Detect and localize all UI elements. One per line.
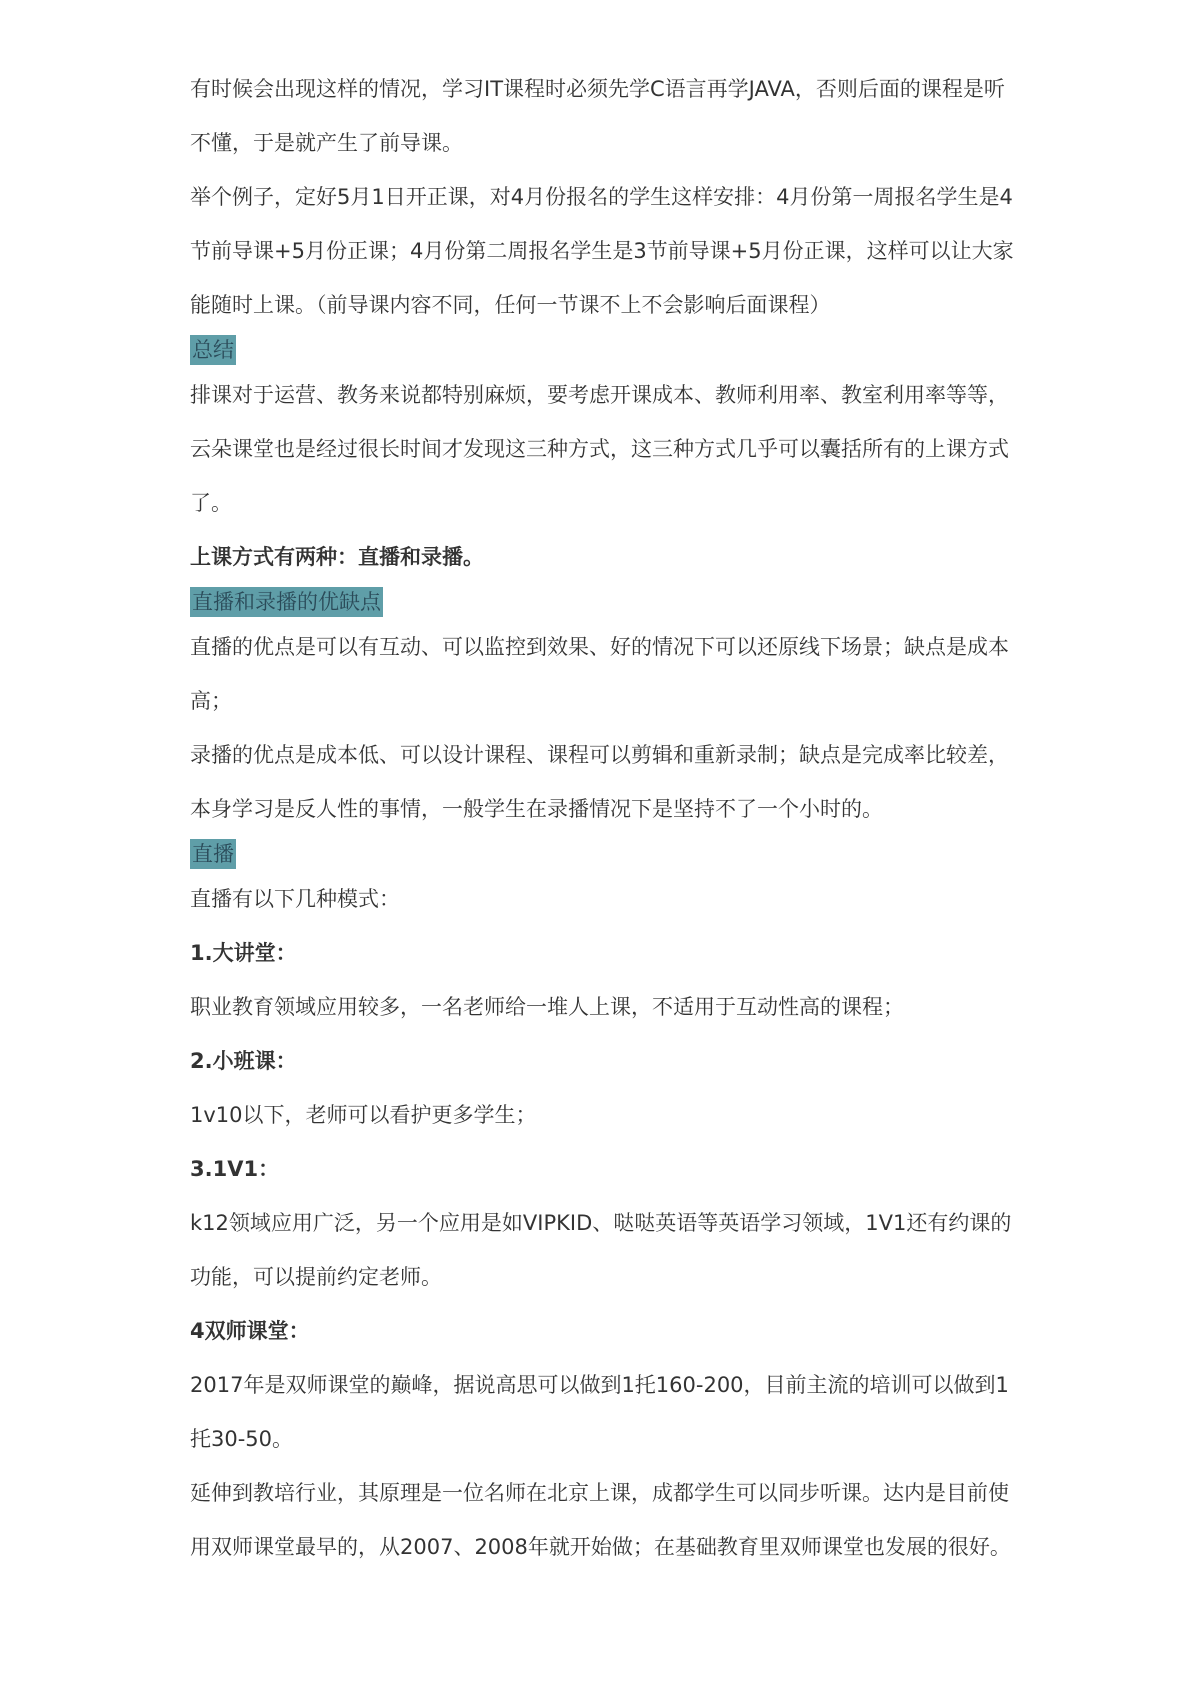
heading-live: 直播 bbox=[190, 839, 236, 869]
paragraph-live-pros-cons: 直播的优点是可以有互动、可以监控到效果、好的情况下可以还原线下场景；缺点是成本高； bbox=[190, 635, 1009, 713]
subheading-lecture-hall: 1.大讲堂： bbox=[190, 941, 297, 965]
paragraph-live-modes: 直播有以下几种模式： bbox=[190, 887, 400, 911]
paragraph-two-methods: 上课方式有两种：直播和录播。 bbox=[190, 545, 484, 569]
heading-pros-cons-row bbox=[190, 584, 1020, 620]
document-body bbox=[190, 62, 1020, 1574]
subheading-small-class: 2.小班课： bbox=[190, 1049, 297, 1073]
paragraph-recorded-pros-cons: 录播的优点是成本低、可以设计课程、课程可以剪辑和重新录制；缺点是完成率比较差，本身学习是反人性的事情，一般学生在录播情况下是坚持不了一个小时的。 bbox=[190, 743, 1009, 821]
heading-summary-row bbox=[190, 332, 1020, 368]
paragraph-summary: 排课对于运营、教务来说都特别麻烦，要考虑开课成本、教师利用率、教室利用率等等，云朵课堂也是经过很长时间才发现这三种方式，这三种方式几乎可以囊括所有的上课方式了。 bbox=[190, 383, 1009, 515]
heading-summary: 总结 bbox=[190, 335, 236, 365]
paragraph-lecture-hall: 职业教育领域应用较多，一名老师给一堆人上课，不适用于互动性高的课程； bbox=[190, 995, 904, 1019]
paragraph-prerequisite-example: 举个例子，定好5月1日开正课，对4月份报名的学生这样安排：4月份第一周报名学生是4节前导课+5月份正课；4月份第二周报名学生是3节前导课+5月份正课，这样可以让大家能随时上课。（前导课内容不同，任何一节课不上不会影响后面课程） bbox=[190, 185, 1014, 317]
heading-live-row bbox=[190, 836, 1020, 872]
paragraph-small-class: 1v10以下，老师可以看护更多学生； bbox=[190, 1103, 537, 1127]
subheading-one-on-one: 3.1V1： bbox=[190, 1157, 280, 1181]
paragraph-dual-teacher-industry: 延伸到教培行业，其原理是一位名师在北京上课，成都学生可以同步听课。达内是目前使用双师课堂最早的，从2007、2008年就开始做；在基础教育里双师课堂也发展的很好。 bbox=[190, 1481, 1011, 1559]
paragraph-one-on-one: k12领域应用广泛，另一个应用是如VIPKID、哒哒英语等英语学习领域，1V1还有约课的功能，可以提前约定老师。 bbox=[190, 1211, 1012, 1289]
paragraph-dual-teacher-peak: 2017年是双师课堂的巅峰，据说高思可以做到1托160-200，目前主流的培训可以做到1托30-50。 bbox=[190, 1373, 1009, 1451]
paragraph-prerequisite-intro: 有时候会出现这样的情况，学习IT课程时必须先学C语言再学JAVA，否则后面的课程是听不懂，于是就产生了前导课。 bbox=[190, 77, 1005, 155]
subheading-dual-teacher: 4双师课堂： bbox=[190, 1319, 310, 1343]
heading-pros-cons: 直播和录播的优缺点 bbox=[190, 587, 383, 617]
